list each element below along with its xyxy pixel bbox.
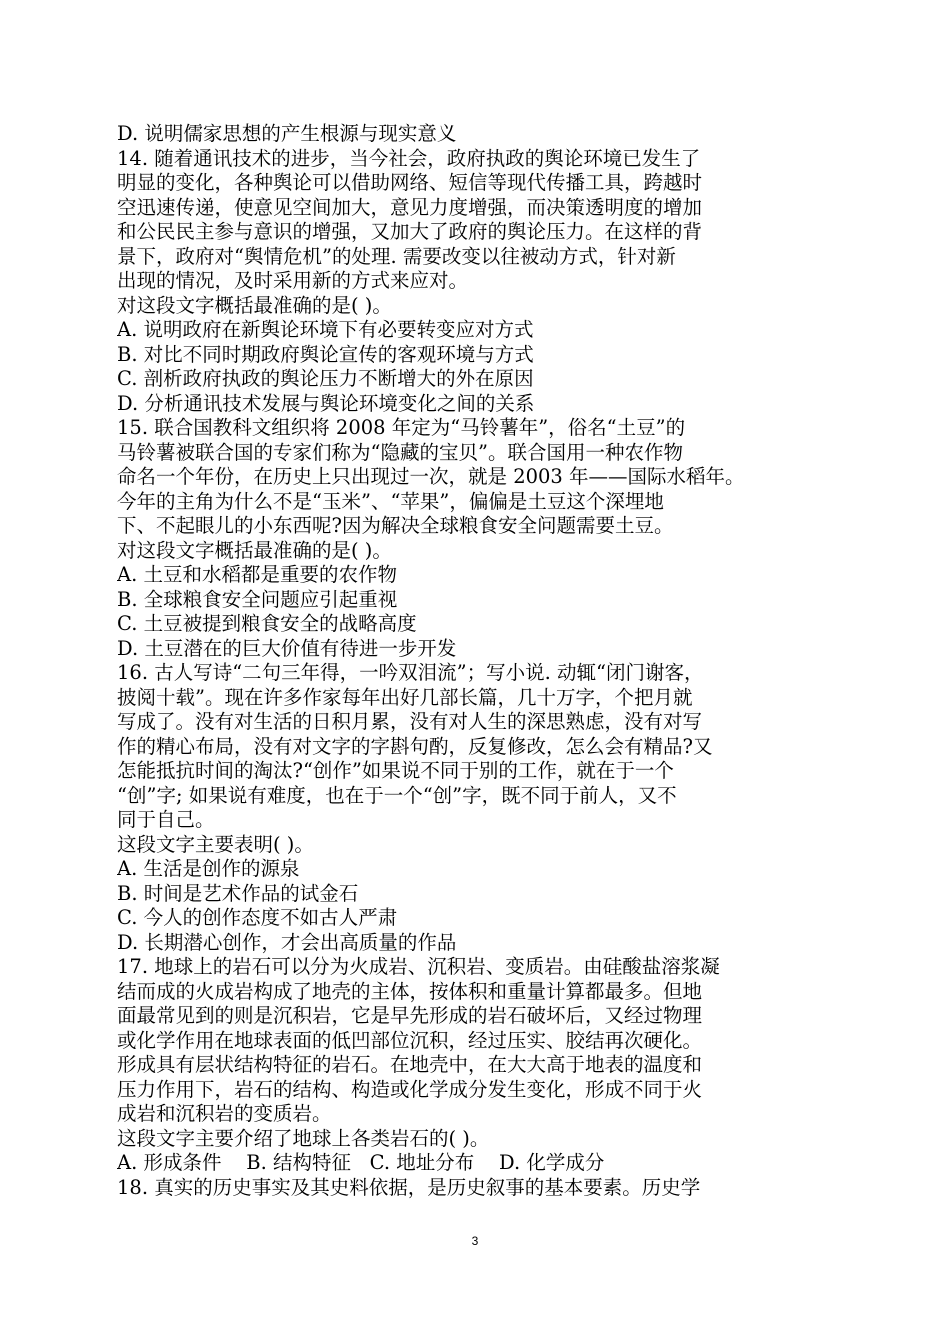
text-line: A. 形成条件 B. 结构特征 C. 地址分布 D. 化学成分 <box>117 1151 605 1174</box>
text-line: 结而成的火成岩构成了地壳的主体，按体积和重量计算都最多。但地 <box>117 979 703 1003</box>
text-line: B. 时间是艺术作品的试金石 <box>117 881 359 905</box>
text-line: 17. 地球上的岩石可以分为火成岩、沉积岩、变质岩。由硅酸盐溶浆凝 <box>117 955 720 978</box>
text-line: D. 分析通讯技术发展与舆论环境变化之间的关系 <box>117 391 535 415</box>
text-line: 对这段文字概括最准确的是( )。 <box>117 293 392 317</box>
text-line: 披阅十载”。现在许多作家每年出好几部长篇，几十万字，个把月就 <box>117 685 693 709</box>
text-line: 景下，政府对“舆情危机”的处理. 需要改变以往被动方式，针对新 <box>117 244 676 268</box>
text-line: 18. 真实的历史事实及其史料依据，是历史叙事的基本要素。历史学 <box>117 1175 701 1199</box>
text-line: 今年的主角为什么不是“玉米”、“苹果”，偏偏是土豆这个深埋地 <box>117 489 664 513</box>
text-line: 成岩和沉积岩的变质岩。 <box>117 1102 332 1125</box>
text-line: 和公民民主参与意识的增强，又加大了政府的舆论压力。在这样的背 <box>117 220 703 243</box>
text-line: 14. 随着通讯技术的进步，当今社会，政府执政的舆论环境已发生了 <box>117 146 701 170</box>
text-line: 形成具有层状结构特征的岩石。在地壳中，在大大高于地表的温度和 <box>117 1053 703 1076</box>
text-line: 马铃薯被联合国的专家们称为“隐藏的宝贝”。联合国用一种农作物 <box>117 440 683 464</box>
text-line: 15. 联合国教科文组织将 2008 年定为“马铃薯年”，俗名“土豆”的 <box>117 416 686 439</box>
text-line: 16. 古人写诗“二句三年得，一吟双泪流”；写小说. 动辄“闭门谢客， <box>117 661 704 684</box>
text-line: 这段文字主要表明( )。 <box>117 832 314 856</box>
text-line: C. 土豆被提到粮食安全的战略高度 <box>117 612 417 635</box>
text-line: 对这段文字概括最准确的是( )。 <box>117 538 392 562</box>
text-line: 同于自己。 <box>117 808 215 831</box>
text-line: 这段文字主要介绍了地球上各类岩石的( )。 <box>117 1126 490 1150</box>
text-line: A. 土豆和水稻都是重要的农作物 <box>117 563 397 586</box>
text-line: 或化学作用在地球表面的低凹部位沉积，经过压实、胶结再次硬化。 <box>117 1028 703 1052</box>
text-line: D. 长期潜心创作，才会出高质量的作品 <box>117 930 457 954</box>
text-line: C. 剖析政府执政的舆论压力不断增大的外在原因 <box>117 367 534 390</box>
text-line: 面最常见到的则是沉积岩，它是早先形成的岩石破坏后，又经过物理 <box>117 1004 703 1027</box>
text-line: B. 全球粮食安全问题应引起重视 <box>117 587 398 611</box>
text-line: 出现的情况，及时采用新的方式来应对。 <box>117 269 469 292</box>
text-line: 空迅速传递，使意见空间加大，意见力度增强，而决策透明度的增加 <box>117 195 703 219</box>
page-number: 3 <box>471 1234 479 1248</box>
text-line: 怎能抵抗时间的淘汰?“创作”如果说不同于别的工作，就在于一个 <box>117 759 674 782</box>
text-line: 命名一个年份，在历史上只出现过一次，就是 2003 年——国际水稻年。 <box>117 465 745 488</box>
text-line: C. 今人的创作态度不如古人严肃 <box>117 906 398 929</box>
text-line: A. 说明政府在新舆论环境下有必要转变应对方式 <box>117 318 534 341</box>
text-line: 压力作用下，岩石的结构、构造或化学成分发生变化，形成不同于火 <box>117 1077 703 1101</box>
text-line: 下、不起眼儿的小东西呢?因为解决全球粮食安全问题需要土豆。 <box>117 514 674 537</box>
text-line: 作的精心布局，没有对文字的字斟句酌，反复修改，怎么会有精品?又 <box>117 734 713 758</box>
text-line: “创”字; 如果说有难度，也在于一个“创”字，既不同于前人，又不 <box>117 783 677 807</box>
text-line: 明显的变化，各种舆论可以借助网络、短信等现代传播工具，跨越时 <box>117 171 703 194</box>
text-line: A. 生活是创作的源泉 <box>117 857 300 880</box>
text-line: D. 说明儒家思想的产生根源与现实意义 <box>117 122 457 145</box>
text-line: B. 对比不同时期政府舆论宣传的客观环境与方式 <box>117 342 534 366</box>
document-body <box>117 122 837 1200</box>
text-line: D. 土豆潜在的巨大价值有待进一步开发 <box>117 636 457 660</box>
text-line: 写成了。没有对生活的日积月累，没有对人生的深思熟虑，没有对写 <box>117 710 703 733</box>
